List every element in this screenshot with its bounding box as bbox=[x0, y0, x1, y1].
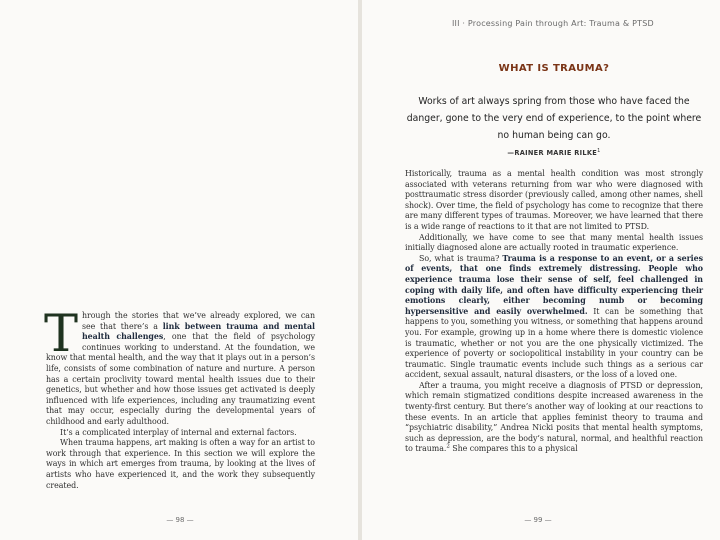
right-p4-text: After a trauma, you might receive a diagnosis of PTSD or depression, which remain stigmatized conditions despite increased awareness in the twenty-first century. But there’s another way of looking at our reactions to these events. In an article that applies feminist theory to trauma and “psychiatric disability,” Andrea Nicki posits that mental health symptoms, such as depression, are the body’s natural, normal, and healthful reaction to trauma. bbox=[405, 380, 703, 454]
right-paragraph-2: Additionally, we have come to see that many mental health issues initially diagnosed alone are actually rooted in traumatic experience. bbox=[405, 232, 703, 253]
epigraph-attribution bbox=[405, 148, 703, 157]
right-p3-text-a: So, what is trauma? bbox=[419, 253, 503, 263]
attribution-footnote-mark: 1 bbox=[597, 148, 601, 154]
right-paragraph-4 bbox=[405, 381, 703, 455]
page-number-left: — 98 — bbox=[166, 516, 194, 524]
right-paragraph-1: Historically, trauma as a mental health condition was most strongly associated with veterans returning from war who were diagnosed with posttraumatic stress disorder (previously called, among other names, shell shock). Over time, the field of psychology has come to recognize that there are many different types of traumas. Moreover, we have learned that there is a wide range of reactions to it that are not limited to PTSD. bbox=[405, 169, 703, 231]
left-p1-text-b: , one that the field of psychology continues working to understand. At the foundation, we know that mental health, and the way that it plays out in a person’s life, consists of some combination of nature and nurture. A person has a certain proclivity toward mental health issues due to their genetics, but whether and how those issues get activated is deeply influenced with life experiences, including any traumatizing event that may occur, especially during the developmental years of childhood and early adulthood. bbox=[46, 332, 315, 426]
right-body-text bbox=[405, 169, 703, 455]
left-body-text bbox=[44, 305, 315, 491]
left-paragraph-2: It’s a complicated interplay of internal and external factors. bbox=[60, 427, 297, 437]
left-p1-text-a: hrough the stories that we’ve already explored, we can see that there’s a bbox=[81, 311, 315, 331]
left-paragraph-3: When trauma happens, art making is often a way for an artist to work through that experience. In this section we will explore the ways in which art emerges from trauma, by looking at the lives of artists who have experienced it, and the work they subsequently created. bbox=[46, 438, 315, 490]
footnote-mark-2: 2 bbox=[446, 443, 450, 450]
right-p4-text-end: She compares this to a physical bbox=[449, 444, 578, 454]
running-head: III · Processing Pain through Art: Trauma & PTSD bbox=[452, 19, 654, 28]
left-paragraph-1 bbox=[44, 305, 315, 428]
right-paragraph-3 bbox=[405, 254, 703, 381]
page-number-right: — 99 — bbox=[524, 516, 552, 524]
drop-cap: T bbox=[44, 305, 78, 364]
epigraph-quote: Works of art always spring from those who have faced the danger, gone to the very end of experience, to the point where no human being can go. bbox=[406, 96, 702, 141]
right-p3-text-b: It can be something that happens to you, something you witness, or something that happens around you. For example, growing up in a home where there is domestic violence is traumatic, whether or not you are the one physically victimized. The experience of poverty or sociopolitical instability in your country can be traumatic. Single traumatic events include such things as a serious car accident, sexual assault, natural disasters, or the loss of a loved one. bbox=[405, 306, 703, 380]
trauma-definition-emphasis: Trauma is a response to an event, or a series of events, that one finds extremely distressing. People who experience trauma lose their sense of self, feel challenged in coping with daily life, and often have difficulty experiencing their emotions clearly, either becoming numb or becoming hypersensitive and easily overwhelmed. bbox=[405, 253, 703, 316]
left-p1-emphasis: link between trauma and mental health challenges bbox=[81, 321, 315, 342]
section-title: WHAT IS TRAUMA? bbox=[498, 63, 610, 74]
attribution-name: —RAINER MARIE RILKE bbox=[507, 149, 598, 158]
